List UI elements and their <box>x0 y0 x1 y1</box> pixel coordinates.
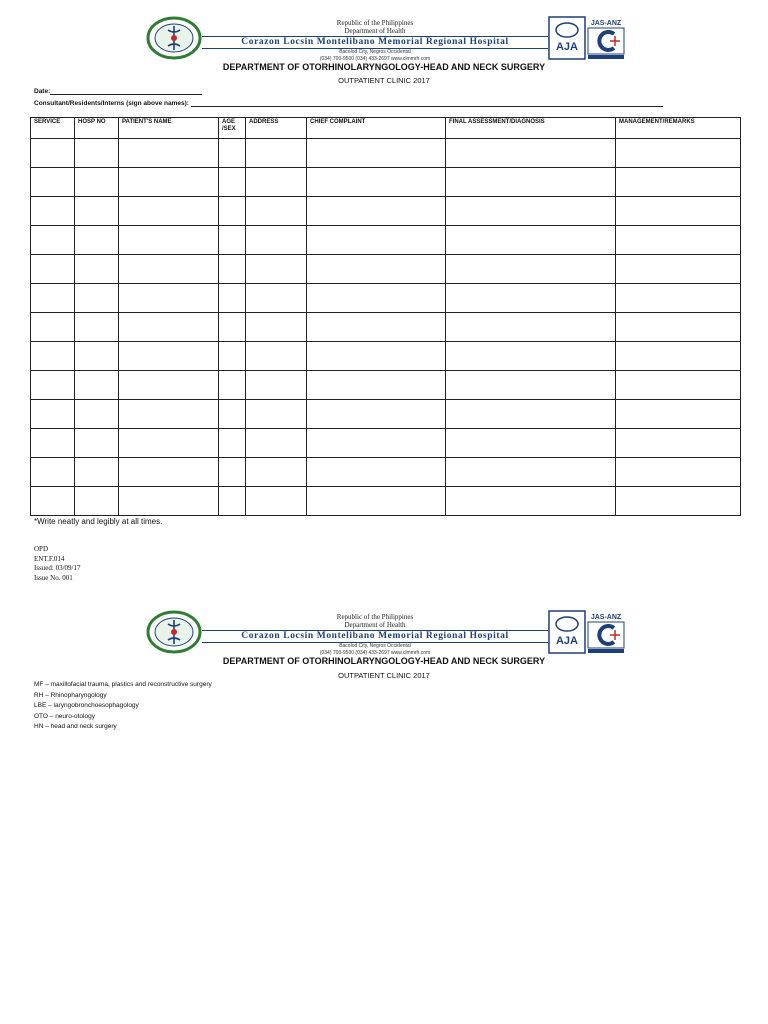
table-cell[interactable] <box>446 168 616 197</box>
table-cell[interactable] <box>119 255 219 284</box>
republic-label: Republic of the Philippines <box>336 613 414 621</box>
cert-mark: AJA <box>555 41 579 53</box>
table-cell[interactable] <box>446 458 616 487</box>
table-row <box>31 313 741 342</box>
table-cell[interactable] <box>616 342 741 371</box>
table-row <box>31 197 741 226</box>
table-cell[interactable] <box>119 313 219 342</box>
table-cell[interactable] <box>219 487 246 516</box>
table-cell[interactable] <box>446 255 616 284</box>
table-cell[interactable] <box>119 371 219 400</box>
column-header: ADDRESS <box>246 118 307 139</box>
table-row <box>31 226 741 255</box>
hospital-contact: (034) 700-9500 (034) 433-2697 www.clmmrh.com <box>319 56 431 62</box>
table-cell[interactable] <box>31 284 75 313</box>
table-cell[interactable] <box>119 458 219 487</box>
table-cell[interactable] <box>307 197 446 226</box>
table-cell[interactable] <box>31 400 75 429</box>
table-cell[interactable] <box>307 284 446 313</box>
table-cell[interactable] <box>446 139 616 168</box>
table-cell[interactable] <box>219 400 246 429</box>
table-cell[interactable] <box>119 400 219 429</box>
table-cell[interactable] <box>307 255 446 284</box>
table-cell[interactable] <box>75 284 119 313</box>
table-cell[interactable] <box>246 168 307 197</box>
legend-item: MF – maxillofacial trauma, plastics and reconstructive surgery <box>34 681 212 688</box>
table-cell[interactable] <box>246 429 307 458</box>
hospital-address: Bacolod City, Negros Occidental <box>339 49 411 55</box>
consultant-label: Consultant/Residents/Interns (sign above names): <box>34 100 189 107</box>
table-cell[interactable] <box>616 400 741 429</box>
table-cell[interactable] <box>219 139 246 168</box>
table-cell[interactable] <box>219 429 246 458</box>
letterhead-page2 <box>140 610 628 656</box>
hospital-name: Corazon Locsin Montelibano Memorial Regional Hospital <box>202 36 548 49</box>
table-cell[interactable] <box>219 255 246 284</box>
table-cell[interactable] <box>219 197 246 226</box>
certification-logo-icon <box>548 16 626 60</box>
meta-line: Issue No. 001 <box>34 573 73 582</box>
table-cell[interactable] <box>119 487 219 516</box>
table-cell[interactable] <box>246 284 307 313</box>
table-cell[interactable] <box>119 139 219 168</box>
patient-log-table <box>30 117 741 516</box>
hospital-address: Bacolod City, Negros Occidental <box>339 643 411 649</box>
table-cell[interactable] <box>616 255 741 284</box>
table-cell[interactable] <box>31 487 75 516</box>
table-row <box>31 371 741 400</box>
table-cell[interactable] <box>75 139 119 168</box>
legend-item: RH – Rhinopharyngology <box>34 691 107 699</box>
letterhead-text <box>202 610 548 656</box>
table-cell[interactable] <box>31 429 75 458</box>
table-cell[interactable] <box>307 458 446 487</box>
table-cell[interactable] <box>446 197 616 226</box>
table-cell[interactable] <box>75 255 119 284</box>
meta-line: Issued: 03/09/17 <box>34 564 81 572</box>
table-cell[interactable] <box>75 458 119 487</box>
table-cell[interactable] <box>31 458 75 487</box>
clinic-subtitle: OUTPATIENT CLINIC 2017 <box>338 76 430 85</box>
legend-item: OTO – neuro-otology <box>34 712 95 720</box>
table-cell[interactable] <box>446 313 616 342</box>
table-cell[interactable] <box>119 342 219 371</box>
table-cell[interactable] <box>307 168 446 197</box>
table-cell[interactable] <box>219 458 246 487</box>
table-cell[interactable] <box>31 342 75 371</box>
table-cell[interactable] <box>75 371 119 400</box>
table-cell[interactable] <box>307 371 446 400</box>
column-header: FINAL ASSESSMENT/DIAGNOSIS <box>446 118 616 139</box>
table-row <box>31 487 741 516</box>
table-cell[interactable] <box>31 168 75 197</box>
table-cell[interactable] <box>616 487 741 516</box>
table-cell[interactable] <box>31 313 75 342</box>
meta-line: OPD <box>34 545 49 553</box>
table-cell[interactable] <box>446 429 616 458</box>
table-cell[interactable] <box>219 284 246 313</box>
table-row <box>31 342 741 371</box>
table-cell[interactable] <box>75 400 119 429</box>
table-cell[interactable] <box>616 429 741 458</box>
table-cell[interactable] <box>446 371 616 400</box>
table-cell[interactable] <box>246 458 307 487</box>
table-cell[interactable] <box>616 371 741 400</box>
republic-label: Republic of the Philippines <box>336 19 414 27</box>
column-header: SERVICE <box>31 118 75 139</box>
table-cell[interactable] <box>31 139 75 168</box>
letterhead <box>140 16 628 62</box>
hospital-seal-icon <box>146 610 202 654</box>
meta-line: ENT.F.014 <box>34 554 65 563</box>
table-cell[interactable] <box>119 284 219 313</box>
document-meta <box>34 545 80 583</box>
table-cell[interactable] <box>616 313 741 342</box>
table-cell[interactable] <box>246 313 307 342</box>
table-cell[interactable] <box>616 168 741 197</box>
cert-mark: AJA <box>555 635 579 647</box>
table-cell[interactable] <box>246 226 307 255</box>
table-cell[interactable] <box>31 197 75 226</box>
cert-label: JAS-ANZ <box>590 614 622 621</box>
table-cell[interactable] <box>75 168 119 197</box>
table-cell[interactable] <box>31 255 75 284</box>
table-row <box>31 168 741 197</box>
table-cell[interactable] <box>307 226 446 255</box>
clinic-subtitle: OUTPATIENT CLINIC 2017 <box>338 671 430 680</box>
table-row <box>31 429 741 458</box>
table-cell[interactable] <box>119 429 219 458</box>
table-cell[interactable] <box>119 226 219 255</box>
table-cell[interactable] <box>616 226 741 255</box>
table-cell[interactable] <box>246 371 307 400</box>
doh-label: Department of Health <box>344 27 406 35</box>
table-cell[interactable] <box>446 284 616 313</box>
table-cell[interactable] <box>119 168 219 197</box>
department-title: DEPARTMENT OF OTORHINOLARYNGOLOGY-HEAD AND NECK SURGERY <box>222 656 546 666</box>
hospital-contact: (034) 700-9500 (034) 433-2697 www.clmmrh.com <box>319 650 431 656</box>
table-cell[interactable] <box>246 342 307 371</box>
table-cell[interactable] <box>75 313 119 342</box>
legibility-note: *Write neatly and legibly at all times. <box>34 517 163 526</box>
date-field <box>34 86 202 95</box>
column-header: MANAGEMENT/REMARKS <box>616 118 741 139</box>
consultant-field <box>34 98 663 107</box>
service-legend <box>34 680 212 733</box>
hospital-seal-icon <box>146 16 202 60</box>
column-header: PATIENT'S NAME <box>119 118 219 139</box>
table-cell[interactable] <box>75 487 119 516</box>
table-cell[interactable] <box>307 487 446 516</box>
date-label: Date: <box>34 88 51 95</box>
cert-label: JAS-ANZ <box>590 20 622 27</box>
department-title: DEPARTMENT OF OTORHINOLARYNGOLOGY-HEAD AND NECK SURGERY <box>222 62 546 72</box>
table-cell[interactable] <box>307 139 446 168</box>
table-cell[interactable] <box>31 226 75 255</box>
table-cell[interactable] <box>246 139 307 168</box>
table-cell[interactable] <box>246 400 307 429</box>
letterhead-text <box>202 16 548 62</box>
table-cell[interactable] <box>616 458 741 487</box>
table-cell[interactable] <box>446 342 616 371</box>
table-cell[interactable] <box>75 226 119 255</box>
legend-item: HN – head and neck surgery <box>34 723 117 730</box>
table-row <box>31 139 741 168</box>
consultant-blank[interactable] <box>191 98 663 107</box>
table-cell[interactable] <box>307 429 446 458</box>
legend-item: LBE – laryngobronchoesophagology <box>34 702 139 709</box>
table-cell[interactable] <box>616 197 741 226</box>
date-blank[interactable] <box>50 86 202 95</box>
table-row <box>31 284 741 313</box>
table-cell[interactable] <box>75 429 119 458</box>
table-cell[interactable] <box>307 342 446 371</box>
table-header-row <box>31 118 741 139</box>
table-cell[interactable] <box>75 197 119 226</box>
table-body <box>31 139 741 516</box>
table-cell[interactable] <box>219 342 246 371</box>
table-cell[interactable] <box>219 168 246 197</box>
table-cell[interactable] <box>446 400 616 429</box>
doh-label: Department of Health <box>344 621 406 629</box>
table-cell[interactable] <box>307 313 446 342</box>
table-cell[interactable] <box>246 197 307 226</box>
table-cell[interactable] <box>119 197 219 226</box>
table-cell[interactable] <box>31 371 75 400</box>
table-row <box>31 458 741 487</box>
table-row <box>31 400 741 429</box>
table-cell[interactable] <box>616 284 741 313</box>
table-cell[interactable] <box>219 371 246 400</box>
column-header: HOSP NO <box>75 118 119 139</box>
column-header: AGE /SEX <box>219 118 246 139</box>
table-cell[interactable] <box>75 342 119 371</box>
hospital-name: Corazon Locsin Montelibano Memorial Regional Hospital <box>202 630 548 643</box>
table-cell[interactable] <box>246 255 307 284</box>
table-cell[interactable] <box>246 487 307 516</box>
table-cell[interactable] <box>219 226 246 255</box>
table-cell[interactable] <box>307 400 446 429</box>
table-cell[interactable] <box>446 487 616 516</box>
certification-logo-icon <box>548 610 626 654</box>
table-cell[interactable] <box>219 313 246 342</box>
table-row <box>31 255 741 284</box>
table-cell[interactable] <box>616 139 741 168</box>
column-header: CHIEF COMPLAINT <box>307 118 446 139</box>
table-cell[interactable] <box>446 226 616 255</box>
